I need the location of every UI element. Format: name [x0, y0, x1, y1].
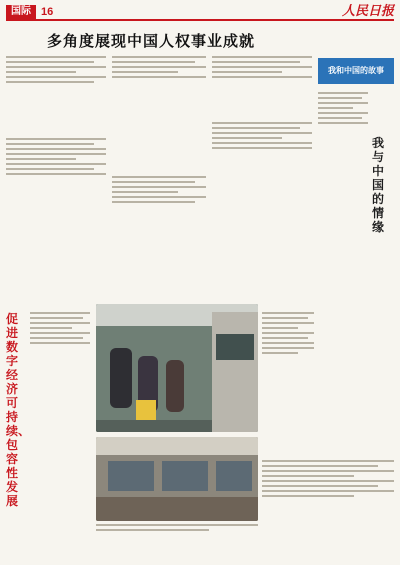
text-line — [212, 142, 312, 144]
text-line — [262, 475, 354, 477]
text-line — [212, 132, 312, 134]
lead-headline: 多角度展现中国人权事业成就 — [46, 32, 255, 50]
center-body — [262, 312, 314, 357]
text-line — [262, 485, 378, 487]
text-line — [212, 147, 312, 149]
text-line — [6, 148, 106, 150]
text-line — [212, 76, 312, 78]
feature-body — [30, 312, 90, 347]
text-line — [112, 176, 206, 178]
text-line — [112, 181, 195, 183]
text-line — [6, 76, 106, 78]
right-column-title: 我与中国的情缘 — [372, 136, 385, 234]
page-number: 16 — [41, 6, 54, 18]
text-line — [96, 524, 258, 526]
text-line — [262, 352, 298, 354]
masthead — [6, 5, 394, 21]
section-label: 国际 — [6, 5, 36, 19]
text-line — [112, 71, 178, 73]
lead-body-col-1-lower — [6, 138, 106, 178]
text-line — [318, 122, 368, 124]
metro-platform-image — [96, 304, 258, 432]
text-line — [262, 480, 394, 482]
text-line — [6, 61, 94, 63]
text-line — [212, 56, 312, 58]
feature-headline: 促进数字经济可持续、包容性发展 — [6, 312, 31, 508]
photo-caption — [96, 524, 258, 534]
text-line — [262, 322, 314, 324]
text-line — [6, 153, 106, 155]
text-line — [6, 71, 76, 73]
text-line — [262, 470, 394, 472]
text-line — [262, 337, 308, 339]
text-line — [112, 196, 206, 198]
text-line — [318, 112, 368, 114]
train-interior-photo — [96, 437, 258, 521]
text-line — [262, 465, 378, 467]
text-line — [212, 71, 282, 73]
text-line — [262, 312, 314, 314]
text-line — [112, 201, 195, 203]
text-line — [318, 107, 353, 109]
text-line — [6, 173, 106, 175]
text-line — [262, 317, 308, 319]
text-line — [112, 191, 178, 193]
lead-body-col-1 — [6, 56, 106, 86]
text-line — [6, 56, 106, 58]
metro-platform-photo — [96, 304, 258, 432]
text-line — [30, 317, 83, 319]
text-line — [262, 342, 314, 344]
subhead-box — [18, 112, 98, 130]
text-line — [112, 186, 206, 188]
right-column-body — [318, 92, 368, 127]
text-line — [262, 495, 354, 497]
text-line — [112, 76, 206, 78]
paper-logo: 人民日报 — [341, 4, 394, 19]
text-line — [6, 163, 106, 165]
text-line — [6, 81, 94, 83]
text-line — [6, 158, 76, 160]
text-line — [318, 102, 368, 104]
lead-body-col-3-lower — [212, 122, 312, 152]
text-line — [212, 122, 312, 124]
lead-body-col-2 — [112, 56, 206, 81]
text-line — [262, 332, 314, 334]
text-line — [212, 61, 300, 63]
train-interior-image — [96, 437, 258, 521]
text-line — [262, 490, 394, 492]
subhead-box — [218, 96, 304, 114]
text-line — [112, 66, 206, 68]
text-line — [6, 66, 106, 68]
text-line — [212, 127, 300, 129]
lead-body-col-2-lower — [112, 176, 206, 206]
text-line — [112, 56, 206, 58]
text-line — [96, 529, 209, 531]
text-line — [6, 168, 94, 170]
text-line — [262, 327, 298, 329]
lead-body-col-3 — [212, 56, 312, 81]
text-line — [318, 97, 362, 99]
text-line — [30, 342, 90, 344]
text-line — [262, 460, 394, 462]
bottom-story — [262, 460, 394, 500]
text-line — [262, 347, 314, 349]
subhead-box — [112, 150, 200, 168]
text-line — [112, 61, 195, 63]
text-line — [30, 332, 90, 334]
text-line — [30, 322, 90, 324]
text-line — [30, 312, 90, 314]
text-line — [318, 92, 368, 94]
text-line — [6, 138, 106, 140]
column-banner: 我和中国的故事 — [318, 58, 394, 84]
text-line — [212, 137, 282, 139]
text-line — [30, 327, 72, 329]
text-line — [6, 143, 94, 145]
text-line — [30, 337, 83, 339]
text-line — [318, 117, 362, 119]
text-line — [212, 66, 312, 68]
